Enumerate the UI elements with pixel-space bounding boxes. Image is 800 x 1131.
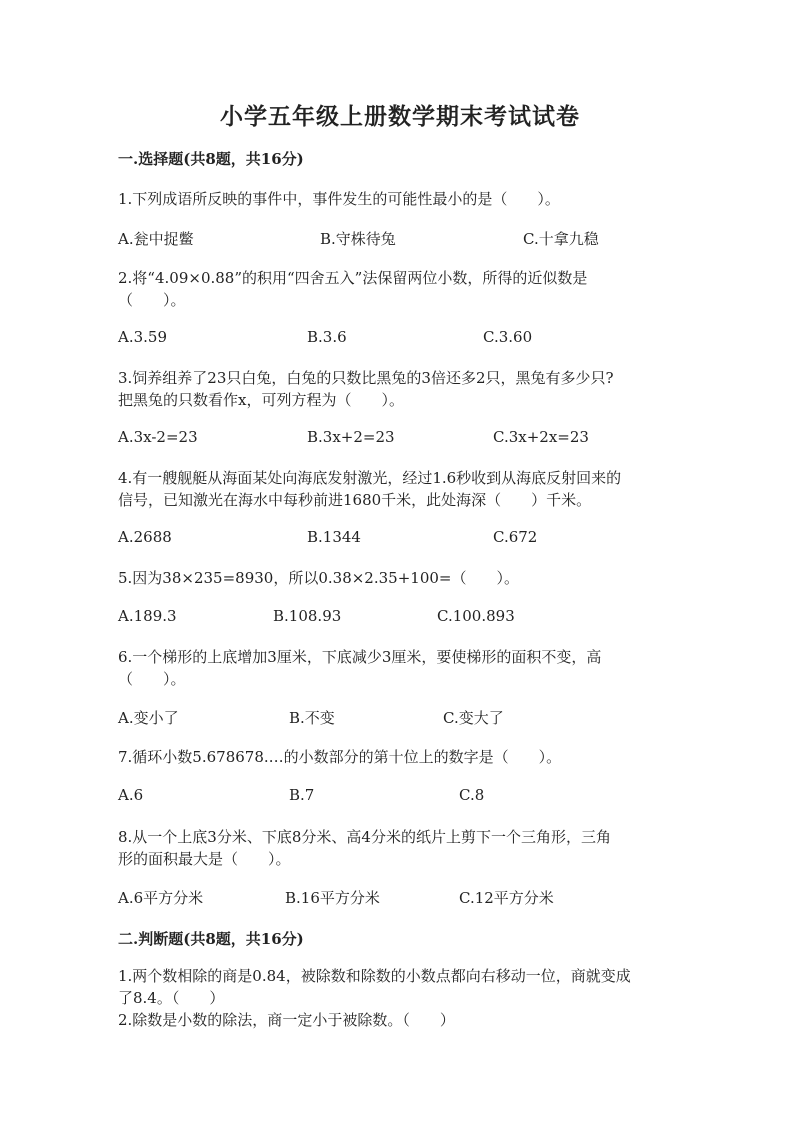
question-1-option-a: A.瓮中捉鳖 — [118, 230, 194, 248]
question-1-option-b: B.守株待兔 — [320, 230, 396, 248]
judgement-2: 2.除数是小数的除法，商一定小于被除数。（ ） — [118, 1011, 455, 1029]
question-4-line-1: 4.有一艘舰艇从海面某处向海底发射激光，经过1.6秒收到从海底反射回来的 — [118, 469, 622, 487]
exam-title: 小学五年级上册数学期末考试试卷 — [220, 103, 580, 130]
section-heading-multiple-choice: 一.选择题(共8题，共16分) — [118, 150, 304, 168]
question-7-option-a: A.6 — [118, 786, 144, 804]
question-2-option-b: B.3.6 — [307, 328, 347, 346]
question-3-option-b: B.3x+2=23 — [307, 428, 395, 446]
judgement-1-line-1: 1.两个数相除的商是0.84，被除数和除数的小数点都向右移动一位，商就变成 — [118, 967, 631, 985]
question-8-option-c: C.12平方分米 — [459, 889, 554, 907]
question-8-line-2: 形的面积最大是（ ）。 — [118, 850, 291, 868]
question-6-option-a: A.变小了 — [118, 709, 179, 727]
question-8-option-b: B.16平方分米 — [285, 889, 380, 907]
question-3-line-1: 3.饲养组养了23只白兔，白兔的只数比黑兔的3倍还多2只，黑兔有多少只? — [118, 369, 614, 387]
question-6-option-c: C.变大了 — [443, 709, 504, 727]
question-7-option-c: C.8 — [459, 786, 485, 804]
question-7: 7.循环小数5.678678.…的小数部分的第十位上的数字是（ ）。 — [118, 748, 562, 766]
question-8 — [118, 826, 678, 870]
question-2-option-c: C.3.60 — [483, 328, 533, 346]
question-1-option-c: C.十拿九稳 — [523, 230, 599, 248]
question-4-option-a: A.2688 — [118, 528, 172, 546]
section-heading-true-false: 二.判断题(共8题，共16分) — [118, 930, 304, 948]
question-2 — [118, 267, 678, 311]
question-3-line-2: 把黑兔的只数看作x，可列方程为（ ）。 — [118, 391, 404, 409]
question-4-line-2: 信号，已知激光在海水中每秒前进1680千米，此处海深（ ）千米。 — [118, 491, 592, 509]
judgement-1-line-2: 了8.4。（ ） — [118, 989, 225, 1007]
question-7-option-b: B.7 — [289, 786, 315, 804]
question-5-option-a: A.189.3 — [118, 607, 177, 625]
question-6-line-2: （ ）。 — [118, 670, 186, 688]
question-6-option-b: B.不变 — [289, 709, 335, 727]
question-1: 1.下列成语所反映的事件中，事件发生的可能性最小的是（ ）。 — [118, 190, 560, 208]
question-3 — [118, 367, 678, 411]
question-2-option-a: A.3.59 — [118, 328, 167, 346]
judgement-1 — [118, 965, 678, 1009]
question-5: 5.因为38×235=8930，所以0.38×2.35+100=（ ）。 — [118, 569, 519, 587]
question-4-option-b: B.1344 — [307, 528, 361, 546]
question-5-option-c: C.100.893 — [437, 607, 515, 625]
question-5-option-b: B.108.93 — [273, 607, 342, 625]
question-4 — [118, 467, 678, 511]
question-4-option-c: C.672 — [493, 528, 538, 546]
question-8-option-a: A.6平方分米 — [118, 889, 204, 907]
question-8-line-1: 8.从一个上底3分米、下底8分米、高4分米的纸片上剪下一个三角形，三角 — [118, 828, 611, 846]
question-2-line-1: 2.将“4.09×0.88”的积用“四舍五入”法保留两位小数，所得的近似数是 — [118, 269, 588, 287]
question-6-line-1: 6.一个梯形的上底增加3厘米，下底减少3厘米，要使梯形的面积不变，高 — [118, 648, 602, 666]
question-6 — [118, 646, 678, 690]
question-2-line-2: （ ）。 — [118, 291, 186, 309]
question-3-option-a: A.3x-2=23 — [118, 428, 198, 446]
question-3-option-c: C.3x+2x=23 — [493, 428, 589, 446]
